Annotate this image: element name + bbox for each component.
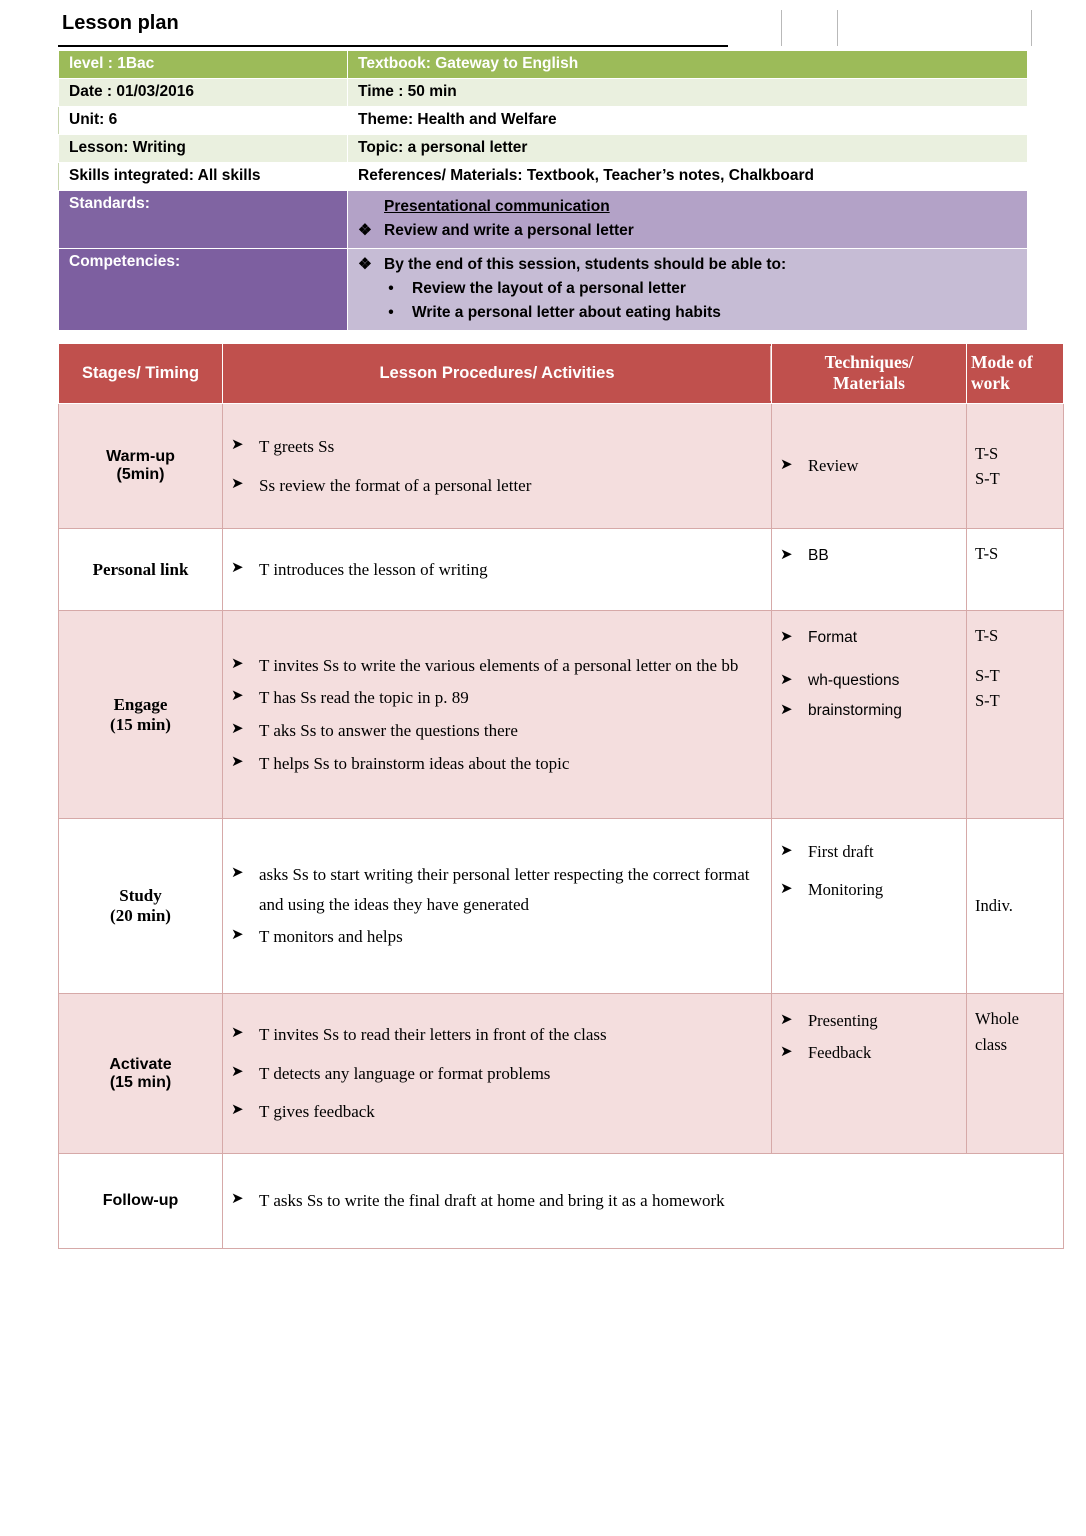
table-row [59, 404, 1064, 529]
table-row [59, 611, 1064, 819]
stage-timing: (5min) [116, 466, 165, 484]
competencies-content [348, 249, 1028, 331]
arrow-bullet-icon: ➤ [780, 456, 793, 473]
activity-text: T aks Ss to answer the questions there [259, 721, 518, 741]
arrow-bullet-icon: ➤ [780, 671, 793, 689]
competency-item-1: Review the layout of a personal letter [412, 280, 686, 298]
info-level: level : 1Bac [59, 51, 348, 79]
mode-text: S-T [975, 691, 1000, 711]
techniques-cell-personal-link [772, 529, 967, 611]
arrow-bullet-icon: ➤ [231, 1024, 244, 1041]
stage-name: Follow-up [102, 1192, 179, 1210]
stage-cell-warmup [59, 404, 223, 529]
table-row [59, 107, 1028, 135]
activities-cell-warmup [223, 404, 772, 529]
spacer-icon [358, 195, 374, 219]
list-item [780, 876, 958, 905]
standards-line-2: Review and write a personal letter [384, 222, 634, 240]
spacer [975, 649, 1055, 663]
list-item [358, 277, 1021, 301]
arrow-bullet-icon: ➤ [231, 475, 244, 492]
table-row [59, 79, 1028, 107]
header-tick-left [781, 10, 782, 46]
list-item [231, 555, 763, 585]
standards-label: Standards: [59, 191, 348, 249]
list-item [231, 1186, 1055, 1216]
list-item [780, 1007, 958, 1036]
competencies-label: Competencies: [59, 249, 348, 331]
list-item [780, 838, 958, 867]
arrow-bullet-icon: ➤ [231, 436, 244, 453]
activity-text: T monitors and helps [259, 927, 403, 947]
standards-row [59, 191, 1028, 249]
mode-cell-activate [967, 994, 1064, 1154]
stage-cell-study [59, 819, 223, 994]
activity-text: Ss review the format of a personal letter [259, 475, 532, 495]
arrow-bullet-icon: ➤ [231, 655, 244, 672]
list-item [231, 683, 763, 713]
mode-text: T-S [975, 626, 999, 646]
list-item [780, 624, 958, 651]
techniques-cell-warmup [772, 404, 967, 529]
header-activities [223, 344, 772, 404]
technique-text: BB [808, 547, 829, 565]
arrow-bullet-icon: ➤ [231, 721, 244, 738]
title-underline [58, 45, 728, 47]
technique-text: Review [808, 455, 859, 475]
header-stages: Stages/ Timing [59, 344, 223, 404]
lesson-procedures-table [58, 343, 1064, 1249]
stage-cell-personal-link [59, 529, 223, 611]
activities-cell-activate [223, 994, 772, 1154]
arrow-bullet-icon: ➤ [231, 688, 244, 705]
technique-text: wh-questions [808, 672, 900, 690]
info-unit: Unit: 6 [59, 107, 348, 135]
technique-text: brainstorming [808, 702, 902, 720]
mode-cell-warmup [967, 404, 1064, 529]
technique-text: Monitoring [808, 879, 884, 899]
list-item [231, 716, 763, 746]
arrow-bullet-icon: ➤ [231, 753, 244, 770]
info-lesson: Lesson: Writing [59, 135, 348, 163]
mode-text: Whole [975, 1009, 1019, 1029]
mode-text: T-S [975, 443, 999, 463]
diamond-bullet-icon: ❖ [358, 256, 372, 274]
header-mode [967, 344, 1064, 404]
header-divider [770, 346, 771, 401]
table-row [59, 1154, 1064, 1249]
arrow-bullet-icon: ➤ [231, 1063, 244, 1080]
arrow-bullet-icon: ➤ [780, 546, 793, 564]
header-techniques-line2: Materials [833, 373, 905, 394]
header-techniques [772, 344, 967, 404]
list-item [231, 860, 763, 920]
header-mode-line2: work [971, 373, 1010, 394]
list-item [780, 1039, 958, 1068]
arrow-bullet-icon: ➤ [780, 843, 793, 860]
mode-text: S-T [975, 469, 1000, 489]
stage-timing: (15 min) [109, 1073, 172, 1091]
info-theme: Theme: Health and Welfare [348, 107, 1028, 135]
info-time: Time : 50 min [348, 79, 1028, 107]
list-item [231, 1059, 763, 1089]
list-item [780, 542, 958, 569]
arrow-bullet-icon: ➤ [780, 701, 793, 719]
activities-cell-followup [223, 1154, 1064, 1249]
arrow-bullet-icon: ➤ [231, 559, 244, 576]
stage-timing: (15 min) [110, 714, 171, 734]
activity-text: T detects any language or format problems [259, 1063, 551, 1083]
list-item [358, 195, 1021, 219]
header-tick-right [1031, 10, 1032, 46]
arrow-bullet-icon: ➤ [231, 1191, 244, 1208]
table-row [59, 529, 1064, 611]
list-item [358, 253, 1021, 277]
arrow-bullet-icon: ➤ [780, 1012, 793, 1029]
activities-cell-personal-link [223, 529, 772, 611]
table-row [59, 994, 1064, 1154]
header-mode-line1: Mode of [971, 352, 1033, 373]
activity-text: T asks Ss to write the final draft at home and bring it as a homework [259, 1191, 725, 1211]
list-item [231, 651, 763, 681]
list-item [780, 667, 958, 694]
stage-cell-activate [59, 994, 223, 1154]
info-date: Date : 01/03/2016 [59, 79, 348, 107]
page-title: Lesson plan [62, 12, 179, 34]
title-row [58, 10, 1028, 50]
activities-cell-study [223, 819, 772, 994]
lesson-info-table [58, 50, 1028, 331]
table-row [59, 163, 1028, 191]
arrow-bullet-icon: ➤ [780, 1043, 793, 1060]
arrow-bullet-icon: ➤ [780, 628, 793, 646]
stage-cell-engage [59, 611, 223, 819]
stage-name: Engage [113, 694, 168, 714]
activities-cell-engage [223, 611, 772, 819]
stage-name: Personal link [92, 559, 189, 579]
arrow-bullet-icon: ➤ [231, 927, 244, 944]
mode-text: T-S [975, 544, 999, 564]
dot-bullet-icon: • [388, 304, 394, 322]
info-references: References/ Materials: Textbook, Teacher’s notes, Chalkboard [348, 163, 1028, 191]
dot-bullet-icon: • [388, 280, 394, 298]
list-item [358, 219, 1021, 243]
mode-cell-personal-link [967, 529, 1064, 611]
info-skills: Skills integrated: All skills [59, 163, 348, 191]
mode-cell-engage [967, 611, 1064, 819]
arrow-bullet-icon: ➤ [780, 880, 793, 897]
table-row [59, 135, 1028, 163]
stage-name: Warm-up [106, 448, 175, 466]
technique-text: Feedback [808, 1042, 872, 1062]
activity-text: asks Ss to start writing their personal letter respecting the correct format and using the ideas they have generated [259, 864, 750, 914]
list-item [231, 1020, 763, 1050]
table-row [59, 819, 1064, 994]
stage-cell-followup [59, 1154, 223, 1249]
activity-text: T invites Ss to read their letters in front of the class [259, 1024, 607, 1044]
technique-text: Presenting [808, 1011, 878, 1031]
list-item [231, 1097, 763, 1127]
activity-text: T helps Ss to brainstorm ideas about the topic [259, 753, 570, 773]
activity-text: T has Ss read the topic in p. 89 [259, 688, 469, 708]
list-item [231, 922, 763, 952]
list-item [780, 452, 958, 481]
competencies-row [59, 249, 1028, 331]
activity-text: T invites Ss to write the various elements of a personal letter on the bb [259, 655, 739, 675]
arrow-bullet-icon: ➤ [231, 864, 244, 881]
technique-text: Format [808, 629, 858, 647]
header-activities-label: Lesson Procedures/ Activities [379, 363, 615, 382]
mode-text: class [975, 1034, 1008, 1054]
list-item [231, 432, 763, 462]
header-tick-middle [837, 10, 838, 46]
techniques-cell-activate [772, 994, 967, 1154]
competency-item-2: Write a personal letter about eating habits [412, 304, 721, 322]
list-item [780, 697, 958, 724]
technique-text: First draft [808, 842, 874, 862]
mode-text: S-T [975, 665, 1000, 685]
diamond-bullet-icon: ❖ [358, 222, 372, 240]
standards-content [348, 191, 1028, 249]
stage-name: Study [119, 886, 162, 906]
activity-text: T introduces the lesson of writing [259, 559, 488, 579]
stage-timing: (20 min) [110, 906, 171, 926]
info-topic: Topic: a personal letter [348, 135, 1028, 163]
standards-line-1: Presentational communication [384, 198, 610, 215]
activity-text: T greets Ss [259, 436, 335, 456]
mode-cell-study [967, 819, 1064, 994]
list-item [358, 301, 1021, 325]
activity-text: T gives feedback [259, 1102, 375, 1122]
mode-text: Indiv. [975, 896, 1013, 916]
info-textbook: Textbook: Gateway to English [348, 51, 1028, 79]
techniques-cell-engage [772, 611, 967, 819]
table-header-row [59, 344, 1064, 404]
stage-name: Activate [109, 1055, 172, 1073]
competencies-intro: By the end of this session, students should be able to: [384, 256, 787, 274]
techniques-cell-study [772, 819, 967, 994]
table-row [59, 51, 1028, 79]
list-item [231, 749, 763, 779]
arrow-bullet-icon: ➤ [231, 1102, 244, 1119]
header-techniques-line1: Techniques/ [824, 352, 914, 373]
list-item [231, 471, 763, 501]
